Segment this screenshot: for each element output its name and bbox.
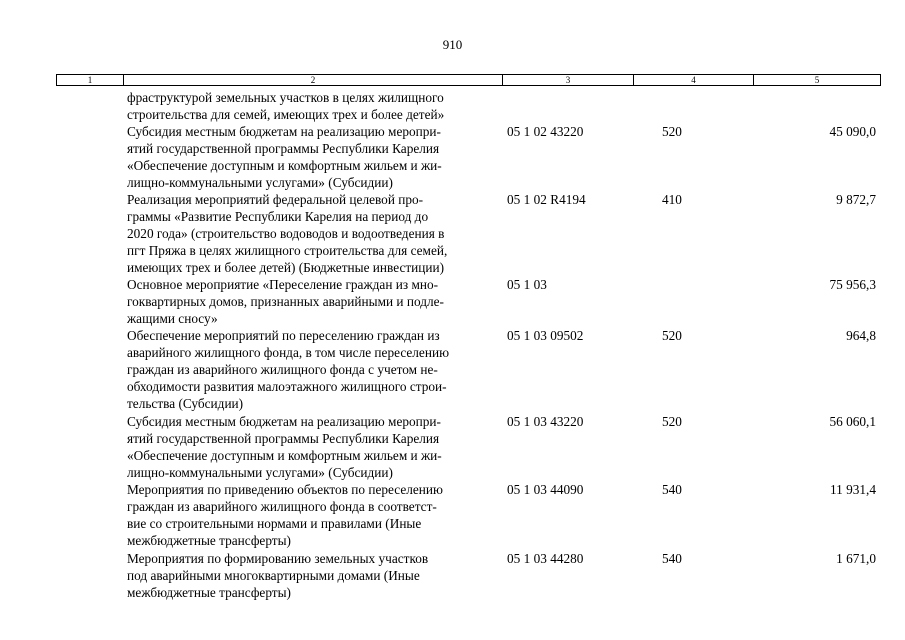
- row-code: 05 1 03 43220: [507, 414, 584, 429]
- row-amount: 56 060,1: [829, 414, 876, 429]
- row-expense-type: 520: [662, 124, 682, 139]
- row-description: Основное мероприятие «Переселение граждан из мно- гоквартирных домов, признанных аварийными и подле- жащими сносу»: [127, 277, 444, 326]
- column-header-row: [57, 75, 881, 86]
- row-amount: 9 872,7: [836, 192, 876, 207]
- row-description: Обеспечение мероприятий по переселению граждан из аварийного жилищного фонда, в том числе переселению граждан из аварийного жилищного фонда с учетом не- обходимости развития малоэтажного жилищного строи- тельства (Субсидии): [127, 328, 450, 411]
- page-number: 910: [442, 37, 463, 52]
- row-description: Реализация мероприятий федеральной целевой про- граммы «Развитие Республики Карелия на период до 2020 года» (строительство водоводов и водоотведения в пгт Пряжа в целях жилищного строительства для семей, имеющих трех и более детей) (Бюджетные инвестиции): [127, 192, 448, 275]
- row-expense-type: 520: [662, 414, 682, 429]
- row-amount: 75 956,3: [829, 277, 876, 292]
- row-description: фраструктурой земельных участков в целях жилищного строительства для семей, имеющих трех и более детей»: [127, 90, 445, 122]
- row-amount: 1 671,0: [836, 551, 876, 566]
- row-code: 05 1 03 44090: [507, 482, 584, 497]
- row-code: 05 1 02 43220: [507, 124, 584, 139]
- row-description: Субсидия местным бюджетам на реализацию меропри- ятий государственной программы Республики Карелия «Обеспечение доступным и комфортным жильем и жи- лищно-коммунальными услугами» (Субсидии): [127, 124, 442, 190]
- row-expense-type: 540: [662, 551, 682, 566]
- column-header-4: 4: [634, 75, 754, 86]
- row-amount: 964,8: [846, 328, 876, 343]
- row-code: 05 1 03: [507, 277, 547, 292]
- row-expense-type: 520: [662, 328, 682, 343]
- row-description: Субсидия местным бюджетам на реализацию меропри- ятий государственной программы Республики Карелия «Обеспечение доступным и комфортным жильем и жи- лищно-коммунальными услугами» (Субсидии): [127, 414, 442, 480]
- row-expense-type: 410: [662, 192, 682, 207]
- row-amount: 45 090,0: [829, 124, 876, 139]
- row-description: Мероприятия по приведению объектов по переселению граждан из аварийного жилищного фонда в соответст- вие со строительными нормами и правилами (Иные межбюджетные трансферты): [127, 482, 443, 548]
- row-code: 05 1 03 44280: [507, 551, 584, 566]
- row-code: 05 1 03 09502: [507, 328, 584, 343]
- row-expense-type: 540: [662, 482, 682, 497]
- column-header-5: 5: [754, 75, 881, 86]
- row-description: Мероприятия по формированию земельных участков под аварийными многоквартирными домами (Иные межбюджетные трансферты): [127, 551, 429, 600]
- column-header-2: 2: [124, 75, 503, 86]
- row-amount: 11 931,4: [829, 482, 876, 497]
- column-header-table: [56, 74, 881, 86]
- column-header-3: 3: [503, 75, 634, 86]
- column-header-1: 1: [57, 75, 124, 86]
- row-code: 05 1 02 R4194: [507, 192, 586, 207]
